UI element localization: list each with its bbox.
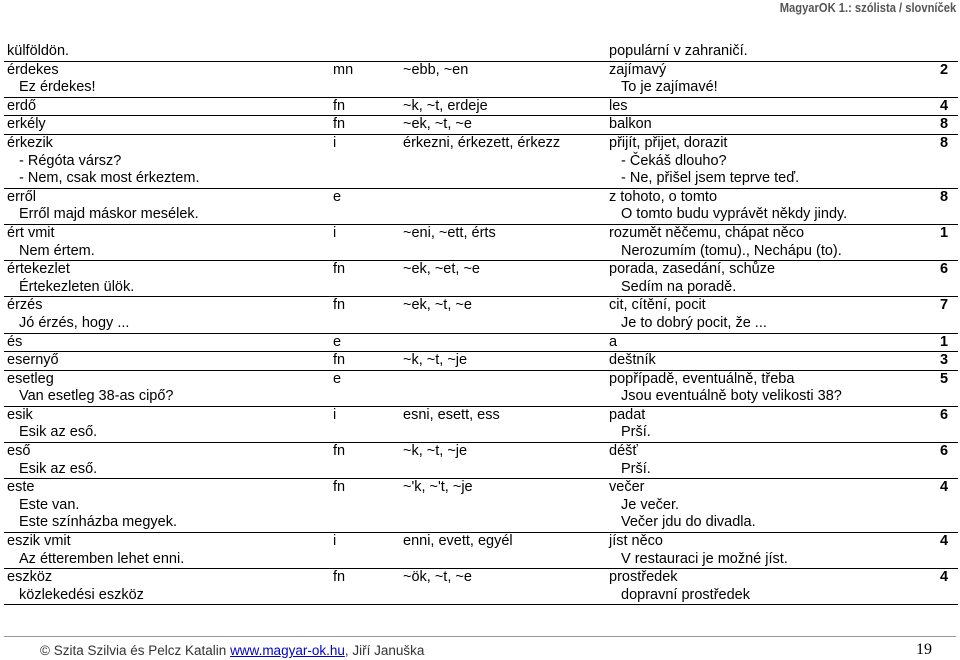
lesson-number: 4: [939, 569, 949, 586]
czech-cell: [606, 443, 930, 479]
word-forms-cell: [400, 297, 606, 333]
part-of-speech-cell: [330, 43, 400, 61]
vocab-row: [4, 406, 958, 442]
part-of-speech-cell: [330, 134, 400, 188]
lesson-number: 8: [939, 188, 949, 205]
word-forms-cell: [400, 188, 606, 224]
lesson-number-cell: [930, 370, 958, 406]
lesson-number: 4: [939, 479, 949, 496]
hungarian-cell: [4, 533, 330, 569]
vocabulary-table: [4, 43, 958, 605]
czech-headword: cit, cítění, pocit: [609, 297, 706, 314]
czech-headword: zajímavý: [609, 61, 667, 78]
hungarian-example: Nem értem.: [19, 242, 95, 259]
czech-cell: [606, 352, 930, 371]
czech-headword: a: [609, 333, 618, 350]
czech-headword: jíst něco: [609, 533, 663, 550]
lesson-number-cell: [930, 479, 958, 533]
lesson-number-cell: [930, 569, 958, 605]
hungarian-cell: [4, 261, 330, 297]
hungarian-cell: [4, 188, 330, 224]
lesson-number-cell: [930, 188, 958, 224]
czech-cell: [606, 134, 930, 188]
word-forms-cell: [400, 443, 606, 479]
hungarian-headword: érdekes: [7, 61, 59, 78]
hungarian-cell: [4, 569, 330, 605]
hungarian-example: Esik az eső.: [19, 460, 98, 477]
part-of-speech: fn: [333, 443, 346, 460]
lesson-number: 8: [939, 116, 949, 133]
lesson-number-cell: [930, 134, 958, 188]
footer-website-link[interactable]: www.magyar-ok.hu: [230, 643, 345, 658]
part-of-speech: i: [333, 224, 337, 241]
vocab-row: [4, 569, 958, 605]
lesson-number-cell: [930, 224, 958, 260]
hungarian-cell: [4, 479, 330, 533]
czech-headword: popřípadě, eventuálně, třeba: [609, 370, 795, 387]
czech-example: - Čekáš dlouho?: [621, 152, 727, 169]
hungarian-example: közlekedési eszköz: [19, 586, 144, 603]
part-of-speech: fn: [333, 352, 346, 369]
czech-cell: [606, 569, 930, 605]
hungarian-cell: [4, 406, 330, 442]
part-of-speech: e: [333, 370, 342, 387]
czech-example: dopravní prostředek: [621, 586, 750, 603]
czech-cell: [606, 333, 930, 352]
hungarian-example: - Régóta vársz?: [19, 152, 122, 169]
czech-example: Sedím na poradě.: [621, 278, 737, 295]
lesson-number: 6: [939, 261, 949, 278]
hungarian-headword: esetleg: [7, 370, 54, 387]
czech-cell: [606, 97, 930, 116]
word-forms-cell: [400, 261, 606, 297]
part-of-speech: fn: [333, 116, 346, 133]
part-of-speech: fn: [333, 569, 346, 586]
hungarian-example: Van esetleg 38-as cipő?: [19, 388, 174, 405]
czech-headword: večer: [609, 479, 645, 496]
lesson-number-cell: [930, 297, 958, 333]
lesson-number-cell: [930, 261, 958, 297]
word-forms: ~ök, ~t, ~e: [403, 569, 472, 586]
hungarian-headword: érzés: [7, 297, 43, 314]
word-forms: ~ek, ~et, ~e: [403, 261, 480, 278]
footer-translator: Jiří Januška: [352, 643, 425, 658]
vocab-row: [4, 352, 958, 371]
lesson-number-cell: [930, 116, 958, 135]
czech-headword: prostředek: [609, 569, 678, 586]
lesson-number: 3: [939, 352, 949, 369]
czech-cell: [606, 297, 930, 333]
hungarian-cell: [4, 443, 330, 479]
part-of-speech-cell: [330, 533, 400, 569]
hungarian-headword: és: [7, 333, 23, 350]
czech-cell: [606, 406, 930, 442]
lesson-number: 4: [939, 533, 949, 550]
czech-cell: [606, 188, 930, 224]
word-forms: ~ek, ~t, ~e: [403, 297, 472, 314]
word-forms-cell: [400, 333, 606, 352]
hungarian-example: - Nem, csak most érkeztem.: [19, 170, 200, 187]
czech-example: V restauraci je možné jíst.: [621, 550, 788, 567]
czech-headword: z tohoto, o tomto: [609, 188, 718, 205]
lesson-number: 8: [939, 134, 949, 151]
footer-credits: [40, 643, 424, 658]
part-of-speech: i: [333, 406, 337, 423]
part-of-speech-cell: [330, 443, 400, 479]
part-of-speech-cell: [330, 297, 400, 333]
lesson-number-cell: [930, 43, 958, 61]
lesson-number: 1: [939, 224, 949, 241]
copyright-icon: ©: [40, 643, 50, 658]
hungarian-cell: [4, 61, 330, 97]
hungarian-headword: eső: [7, 443, 31, 460]
word-forms-cell: [400, 97, 606, 116]
word-forms: ~eni, ~ett, érts: [403, 224, 496, 241]
hungarian-headword: esernyő: [7, 352, 59, 369]
czech-cell: [606, 224, 930, 260]
vocab-row: [4, 443, 958, 479]
czech-cell: [606, 43, 930, 61]
lesson-number: 2: [939, 61, 949, 78]
part-of-speech: i: [333, 533, 337, 550]
lesson-number: 1: [939, 333, 949, 350]
word-forms-cell: [400, 406, 606, 442]
hungarian-example: Értekezleten ülök.: [19, 278, 135, 295]
hungarian-example: Erről majd máskor mesélek.: [19, 206, 199, 223]
part-of-speech: i: [333, 134, 337, 151]
word-forms: ~ek, ~t, ~e: [403, 116, 472, 133]
part-of-speech-cell: [330, 61, 400, 97]
word-forms: ~k, ~t, erdeje: [403, 97, 488, 114]
part-of-speech-cell: [330, 333, 400, 352]
hungarian-cell: [4, 97, 330, 116]
part-of-speech: fn: [333, 97, 346, 114]
hungarian-cell: [4, 333, 330, 352]
vocab-row: [4, 224, 958, 260]
czech-cell: [606, 370, 930, 406]
word-forms-cell: [400, 43, 606, 61]
hungarian-example: Ez érdekes!: [19, 79, 96, 96]
part-of-speech: e: [333, 188, 342, 205]
czech-cell: [606, 479, 930, 533]
hungarian-cell: [4, 43, 330, 61]
hungarian-headword: eszik vmit: [7, 533, 71, 550]
hungarian-headword: este: [7, 479, 35, 496]
part-of-speech-cell: [330, 370, 400, 406]
vocab-row: [4, 134, 958, 188]
vocabulary-table-body: [4, 43, 958, 605]
hungarian-example: Este van.: [19, 496, 80, 513]
hungarian-headword: eszköz: [7, 569, 53, 586]
czech-example: Nerozumím (tomu)., Nechápu (to).: [621, 242, 842, 259]
czech-headword: balkon: [609, 116, 652, 133]
hungarian-example: Jó érzés, hogy ...: [19, 314, 130, 331]
lesson-number: 6: [939, 406, 949, 423]
vocab-row: [4, 533, 958, 569]
part-of-speech-cell: [330, 569, 400, 605]
word-forms-cell: [400, 224, 606, 260]
vocab-row: [4, 261, 958, 297]
hungarian-headword: érkezik: [7, 134, 53, 151]
part-of-speech-cell: [330, 188, 400, 224]
part-of-speech-cell: [330, 97, 400, 116]
part-of-speech-cell: [330, 479, 400, 533]
footer-authors: Szita Szilvia és Pelcz Katalin: [53, 643, 227, 658]
czech-example: - Ne, přišel jsem teprve teď.: [621, 170, 800, 187]
lesson-number: 7: [939, 297, 949, 314]
word-forms-cell: [400, 479, 606, 533]
czech-headword: populární v zahraničí.: [609, 43, 748, 59]
word-forms: érkezni, érkezett, érkezz: [403, 134, 561, 151]
czech-cell: [606, 261, 930, 297]
czech-example: Večer jdu do divadla.: [621, 514, 756, 531]
word-forms-cell: [400, 533, 606, 569]
czech-cell: [606, 61, 930, 97]
hungarian-headword: erről: [7, 188, 37, 205]
part-of-speech-cell: [330, 224, 400, 260]
word-forms: ~k, ~t, ~je: [403, 352, 468, 369]
hungarian-headword: ért vmit: [7, 224, 55, 241]
vocab-row: [4, 297, 958, 333]
czech-example: Je to dobrý pocit, že ...: [621, 314, 767, 331]
word-forms: ~ebb, ~en: [403, 61, 469, 78]
vocab-row: [4, 370, 958, 406]
czech-headword: rozumět něčemu, chápat něco: [609, 224, 805, 241]
lesson-number-cell: [930, 61, 958, 97]
vocab-row: [4, 116, 958, 135]
part-of-speech: fn: [333, 479, 346, 496]
hungarian-cell: [4, 297, 330, 333]
czech-headword: deštník: [609, 352, 656, 369]
hungarian-headword: erdő: [7, 97, 37, 114]
part-of-speech: e: [333, 333, 342, 350]
footer-divider: [4, 636, 956, 637]
lesson-number-cell: [930, 333, 958, 352]
vocab-row: [4, 479, 958, 533]
word-forms-cell: [400, 569, 606, 605]
word-forms-cell: [400, 116, 606, 135]
czech-headword: padat: [609, 406, 646, 423]
hungarian-example: Este színházba megyek.: [19, 514, 177, 531]
czech-example: To je zajímavé!: [621, 79, 718, 96]
hungarian-cell: [4, 116, 330, 135]
lesson-number-cell: [930, 352, 958, 371]
czech-headword: déšť: [609, 443, 638, 460]
hungarian-headword: esik: [7, 406, 33, 423]
page-number: 19: [916, 641, 932, 658]
part-of-speech-cell: [330, 352, 400, 371]
part-of-speech-cell: [330, 406, 400, 442]
czech-example: O tomto budu vyprávět někdy jindy.: [621, 206, 848, 223]
vocab-row: [4, 97, 958, 116]
hungarian-headword: erkély: [7, 116, 46, 133]
czech-example: Jsou eventuálně boty velikosti 38?: [621, 388, 842, 405]
page-header-title: MagyarOK 1.: szólista / slovníček: [779, 0, 956, 15]
czech-headword: přijít, přijet, dorazit: [609, 134, 728, 151]
word-forms-cell: [400, 352, 606, 371]
hungarian-headword: értekezlet: [7, 261, 70, 278]
lesson-number-cell: [930, 443, 958, 479]
hungarian-cell: [4, 352, 330, 371]
word-forms-cell: [400, 370, 606, 406]
part-of-speech-cell: [330, 261, 400, 297]
czech-cell: [606, 116, 930, 135]
lesson-number-cell: [930, 533, 958, 569]
word-forms-cell: [400, 134, 606, 188]
part-of-speech: fn: [333, 297, 346, 314]
vocab-row: [4, 188, 958, 224]
hungarian-cell: [4, 370, 330, 406]
czech-headword: les: [609, 97, 628, 114]
footer-separator: ,: [344, 643, 349, 658]
lesson-number: 5: [939, 370, 949, 387]
czech-example: Je večer.: [621, 496, 680, 513]
part-of-speech: fn: [333, 261, 346, 278]
part-of-speech: mn: [333, 61, 354, 78]
hungarian-example: Az étteremben lehet enni.: [19, 550, 185, 567]
czech-cell: [606, 533, 930, 569]
czech-example: Prší.: [621, 460, 651, 477]
vocab-row: [4, 61, 958, 97]
word-forms: enni, evett, egyél: [403, 533, 513, 550]
lesson-number-cell: [930, 406, 958, 442]
lesson-number: 6: [939, 443, 949, 460]
word-forms: ~'k, ~'t, ~je: [403, 479, 473, 496]
lesson-number-cell: [930, 97, 958, 116]
part-of-speech-cell: [330, 116, 400, 135]
word-forms: esni, esett, ess: [403, 406, 500, 423]
czech-example: Prší.: [621, 424, 651, 441]
hungarian-cell: [4, 224, 330, 260]
hungarian-headword: külföldön.: [7, 43, 70, 59]
czech-headword: porada, zasedání, schůze: [609, 261, 776, 278]
word-forms-cell: [400, 61, 606, 97]
hungarian-example: Esik az eső.: [19, 424, 98, 441]
word-forms: ~k, ~t, ~je: [403, 443, 468, 460]
vocab-row: [4, 43, 958, 61]
hungarian-cell: [4, 134, 330, 188]
lesson-number: 4: [939, 97, 949, 114]
vocab-row: [4, 333, 958, 352]
